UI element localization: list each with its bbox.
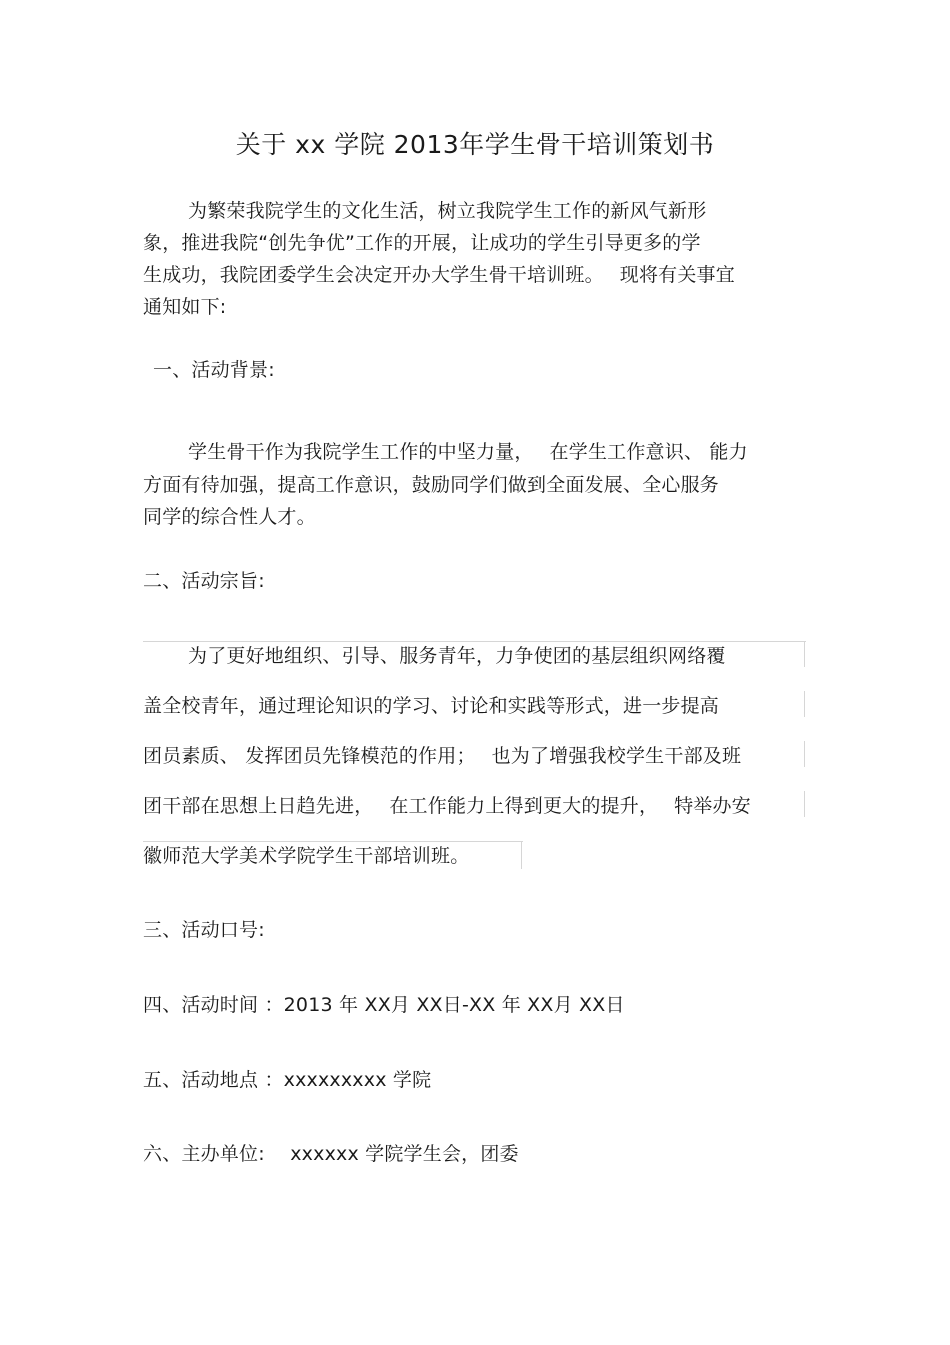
- background-line-1: 学生骨干作为我院学生工作的中坚力量， 在学生工作意识、 能力: [188, 441, 748, 463]
- section-heading-location: 五、活动地点 ：xxxxxxxxx 学院: [143, 1069, 432, 1091]
- document-title: 关于 xx 学院 2013年学生骨干培训策划书: [235, 130, 715, 159]
- box-right-rule-4: [804, 791, 805, 817]
- intro-line-4: 通知如下:: [143, 296, 227, 318]
- section-heading-organizer: 六、主办单位: xxxxxx 学院学生会，团委: [143, 1143, 519, 1165]
- purpose-line-1: 为了更好地组织、引导、服务青年，力争使团的基层组织网络覆: [188, 645, 726, 667]
- box-lower-right-rule: [521, 841, 522, 869]
- purpose-line-2: 盖全校青年，通过理论知识的学习、讨论和实践等形式，进一步提高: [143, 695, 720, 717]
- section-heading-time: 四、活动时间 ：2013 年 XX月 XX日-XX 年 XX月 XX日: [143, 994, 625, 1016]
- background-line-3: 同学的综合性人才。: [143, 506, 316, 528]
- intro-line-1: 为繁荣我院学生的文化生活，树立我院学生工作的新风气新形: [188, 200, 707, 222]
- box-right-rule-3: [804, 741, 805, 767]
- intro-line-2: 象，推进我院“创先争优”工作的开展，让成功的学生引导更多的学: [143, 232, 701, 254]
- section-heading-background: 一、活动背景:: [153, 359, 275, 381]
- box-right-rule-1: [804, 641, 805, 667]
- purpose-line-5: 徽师范大学美术学院学生干部培训班。: [143, 845, 470, 867]
- section-heading-slogan: 三、活动口号:: [143, 919, 265, 941]
- intro-line-3: 生成功，我院团委学生会决定开办大学生骨干培训班。 现将有关事宜: [143, 264, 735, 286]
- purpose-line-3: 团员素质、 发挥团员先锋模范的作用； 也为了增强我校学生干部及班: [143, 745, 742, 767]
- box-lower-rule: [143, 841, 523, 842]
- box-top-rule: [143, 641, 806, 642]
- background-line-2: 方面有待加强，提高工作意识，鼓励同学们做到全面发展、全心服务: [143, 474, 720, 496]
- box-right-rule-2: [804, 691, 805, 717]
- purpose-line-4: 团干部在思想上日趋先进， 在工作能力上得到更大的提升， 特举办安: [143, 795, 751, 817]
- section-heading-purpose: 二、活动宗旨:: [143, 570, 265, 592]
